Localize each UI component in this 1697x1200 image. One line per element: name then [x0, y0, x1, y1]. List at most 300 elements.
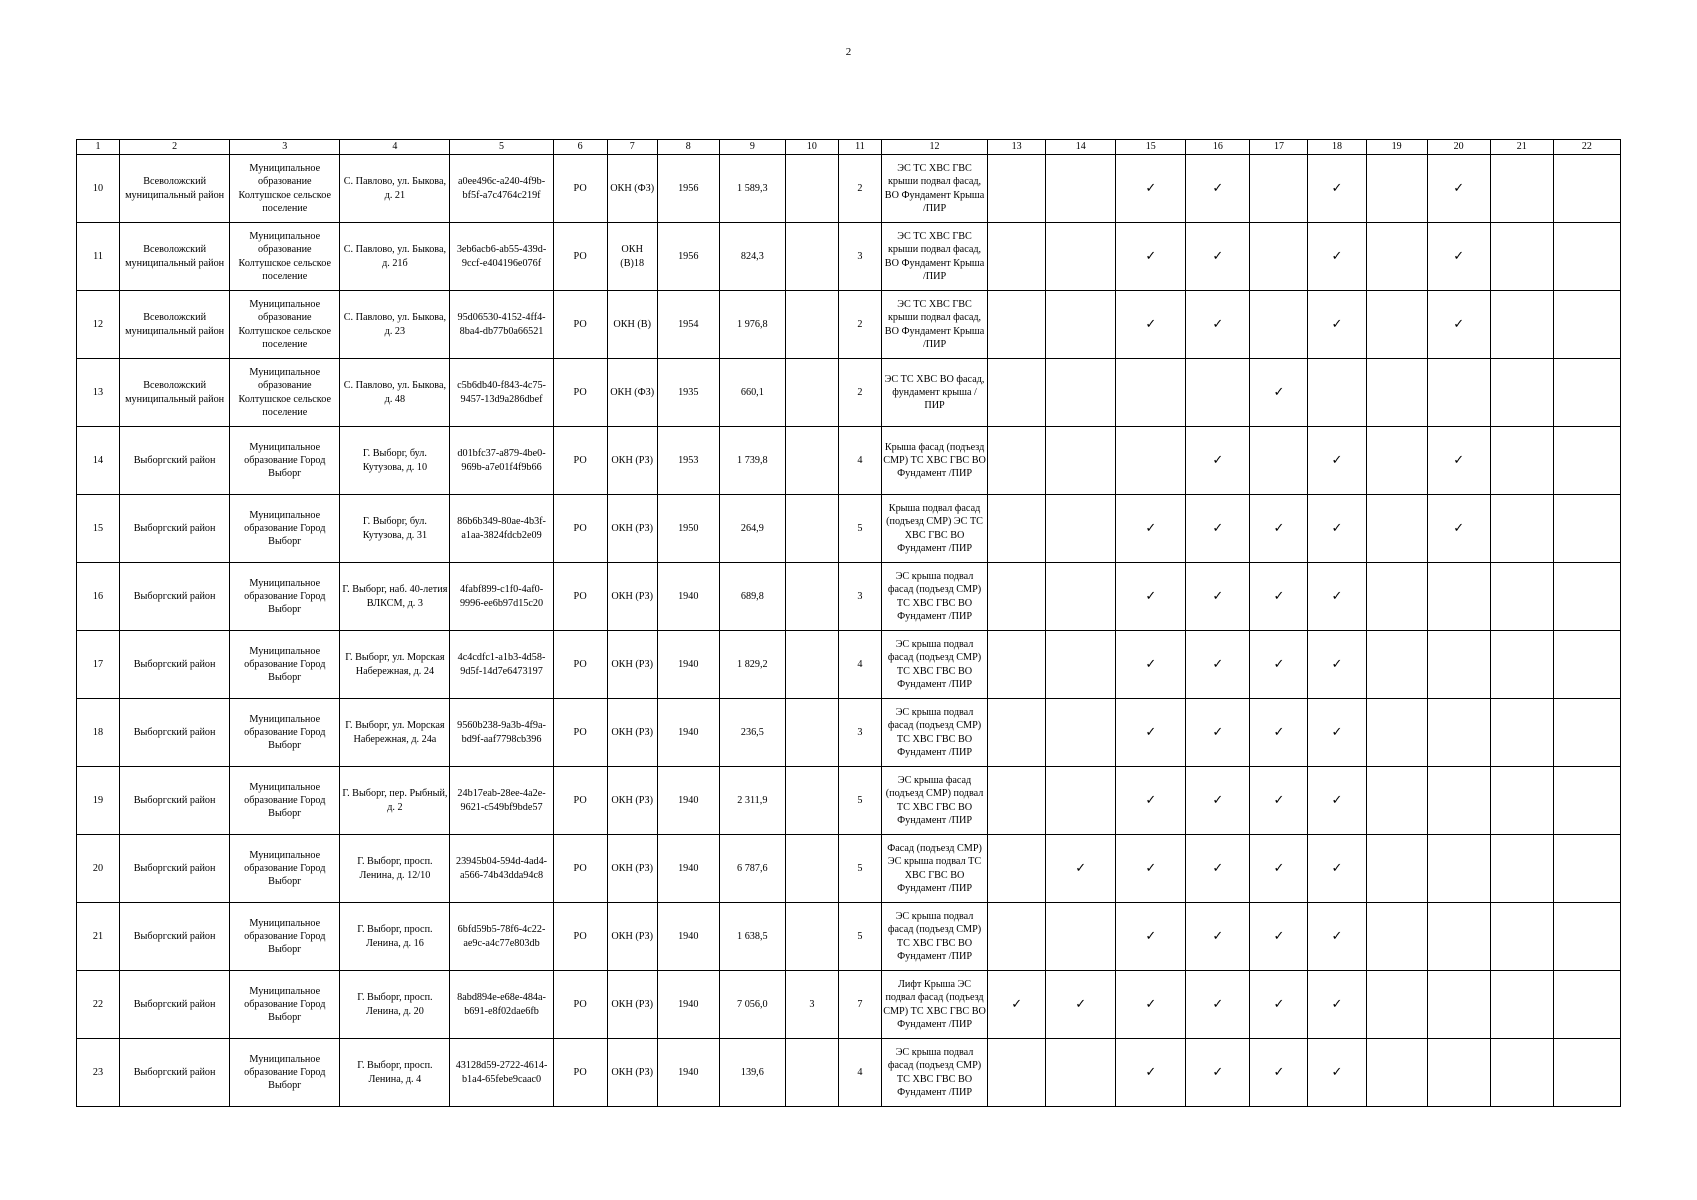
column-number-header: 3 [230, 140, 340, 155]
check-mark-icon: ✓ [1145, 316, 1157, 332]
works-list-cell: ЭС крыша подвал фасад (подъезд СМР) ТС ХВС ГВС ВО Фундамент /ПИР [881, 903, 987, 971]
column-number-header: 2 [120, 140, 230, 155]
column-number-header: 18 [1308, 140, 1366, 155]
area-cell: 689,8 [719, 563, 785, 631]
check-mark-icon: ✓ [1145, 724, 1157, 740]
work-type-cell-16 [1186, 223, 1250, 291]
municipality-cell: Муниципальное образование Город Выборг [230, 427, 340, 495]
table-row [77, 155, 1621, 223]
column-number-header: 15 [1116, 140, 1186, 155]
work-type-cell-22 [1553, 903, 1620, 971]
work-type-cell-18 [1308, 427, 1366, 495]
check-mark-icon: ✓ [1331, 860, 1343, 876]
district-cell: Выборгский район [120, 971, 230, 1039]
work-type-cell-21 [1490, 1039, 1553, 1107]
works-list-cell: Крыша фасад (подъезд СМР) ТС ХВС ГВС ВО Фундамент /ПИР [881, 427, 987, 495]
work-type-cell-19 [1366, 767, 1427, 835]
column-number-header: 16 [1186, 140, 1250, 155]
column-number-header: 22 [1553, 140, 1620, 155]
work-type-cell-14 [1046, 699, 1116, 767]
work-type-cell-16 [1186, 1039, 1250, 1107]
column-11-cell: 2 [838, 291, 881, 359]
check-mark-icon: ✓ [1331, 316, 1343, 332]
row-number-cell: 13 [77, 359, 120, 427]
work-type-cell-13 [988, 1039, 1046, 1107]
district-cell: Всеволожский муниципальный район [120, 223, 230, 291]
check-mark-icon: ✓ [1212, 792, 1224, 808]
work-type-cell-14 [1046, 359, 1116, 427]
address-cell: С. Павлово, ул. Быкова, д. 21 [340, 155, 450, 223]
check-mark-icon: ✓ [1212, 452, 1224, 468]
work-type-cell-16 [1186, 631, 1250, 699]
work-type-cell-22 [1553, 971, 1620, 1039]
work-type-cell-22 [1553, 155, 1620, 223]
work-type-cell-19 [1366, 427, 1427, 495]
build-year-cell: 1940 [657, 971, 719, 1039]
area-cell: 264,9 [719, 495, 785, 563]
build-year-cell: 1940 [657, 563, 719, 631]
column-11-cell: 4 [838, 1039, 881, 1107]
works-list-cell: ЭС ТС ХВС ГВС крыши подвал фасад, ВО Фундамент Крыша /ПИР [881, 223, 987, 291]
column-number-header: 7 [607, 140, 657, 155]
municipality-cell: Муниципальное образование Город Выборг [230, 631, 340, 699]
work-type-cell-22 [1553, 359, 1620, 427]
work-type-cell-13 [988, 291, 1046, 359]
municipality-cell: Муниципальное образование Город Выборг [230, 767, 340, 835]
district-cell: Выборгский район [120, 631, 230, 699]
table-row [77, 767, 1621, 835]
area-cell: 824,3 [719, 223, 785, 291]
work-type-cell-16 [1186, 291, 1250, 359]
work-type-cell-22 [1553, 699, 1620, 767]
row-number-cell: 20 [77, 835, 120, 903]
address-cell: Г. Выборг, ул. Морская Набережная, д. 24 [340, 631, 450, 699]
column-number-header: 21 [1490, 140, 1553, 155]
works-list-cell: ЭС крыша подвал фасад (подъезд СМР) ТС ХВС ГВС ВО Фундамент /ПИР [881, 699, 987, 767]
check-mark-icon: ✓ [1453, 520, 1465, 536]
work-type-cell-21 [1490, 291, 1553, 359]
municipality-cell: Муниципальное образование Колтушское сельское поселение [230, 291, 340, 359]
check-mark-icon: ✓ [1273, 520, 1285, 536]
work-type-cell-19 [1366, 835, 1427, 903]
house-guid-cell: 3eb6acb6-ab55-439d-9ccf-e404196e076f [450, 223, 553, 291]
column-number-header: 6 [553, 140, 607, 155]
municipality-cell: Муниципальное образование Город Выборг [230, 563, 340, 631]
work-type-cell-17 [1250, 1039, 1308, 1107]
area-cell: 1 739,8 [719, 427, 785, 495]
check-mark-icon: ✓ [1273, 724, 1285, 740]
work-type-cell-16 [1186, 359, 1250, 427]
column-11-cell: 2 [838, 155, 881, 223]
table-row [77, 563, 1621, 631]
heritage-status-cell: ОКН (РЗ) [607, 835, 657, 903]
work-type-cell-21 [1490, 563, 1553, 631]
work-type-cell-22 [1553, 835, 1620, 903]
work-type-cell-19 [1366, 971, 1427, 1039]
table-row [77, 699, 1621, 767]
house-guid-cell: 95d06530-4152-4ff4-8ba4-db77b0a66521 [450, 291, 553, 359]
work-type-cell-18 [1308, 631, 1366, 699]
house-guid-cell: d01bfc37-a879-4be0-969b-a7e01f4f9b66 [450, 427, 553, 495]
work-type-cell-22 [1553, 631, 1620, 699]
work-type-cell-19 [1366, 155, 1427, 223]
check-mark-icon: ✓ [1212, 996, 1224, 1012]
work-type-cell-20 [1427, 971, 1490, 1039]
check-mark-icon: ✓ [1331, 248, 1343, 264]
district-cell: Всеволожский муниципальный район [120, 155, 230, 223]
table-row [77, 495, 1621, 563]
check-mark-icon: ✓ [1145, 588, 1157, 604]
work-type-cell-17 [1250, 699, 1308, 767]
district-cell: Выборгский район [120, 1039, 230, 1107]
column-6-cell: РО [553, 631, 607, 699]
check-mark-icon: ✓ [1331, 1064, 1343, 1080]
work-type-cell-14 [1046, 563, 1116, 631]
heritage-status-cell: ОКН (РЗ) [607, 767, 657, 835]
work-type-cell-18 [1308, 223, 1366, 291]
build-year-cell: 1940 [657, 699, 719, 767]
check-mark-icon: ✓ [1145, 248, 1157, 264]
address-cell: Г. Выборг, просп. Ленина, д. 20 [340, 971, 450, 1039]
work-type-cell-22 [1553, 223, 1620, 291]
work-type-cell-19 [1366, 1039, 1427, 1107]
municipality-cell: Муниципальное образование Город Выборг [230, 699, 340, 767]
work-type-cell-14 [1046, 223, 1116, 291]
build-year-cell: 1940 [657, 903, 719, 971]
work-type-cell-16 [1186, 699, 1250, 767]
column-6-cell: РО [553, 971, 607, 1039]
column-11-cell: 2 [838, 359, 881, 427]
table-row [77, 1039, 1621, 1107]
work-type-cell-21 [1490, 427, 1553, 495]
work-type-cell-13 [988, 835, 1046, 903]
work-type-cell-15 [1116, 291, 1186, 359]
work-type-cell-15 [1116, 699, 1186, 767]
work-type-cell-15 [1116, 427, 1186, 495]
column-6-cell: РО [553, 835, 607, 903]
page-number: 2 [845, 46, 852, 58]
row-number-cell: 21 [77, 903, 120, 971]
check-mark-icon: ✓ [1331, 452, 1343, 468]
work-type-cell-20 [1427, 495, 1490, 563]
work-type-cell-20 [1427, 631, 1490, 699]
table-row [77, 835, 1621, 903]
municipality-cell: Муниципальное образование Колтушское сельское поселение [230, 359, 340, 427]
municipality-cell: Муниципальное образование Город Выборг [230, 495, 340, 563]
row-number-cell: 14 [77, 427, 120, 495]
works-list-cell: Фасад (подъезд СМР) ЭС крыша подвал ТС ХВС ГВС ВО Фундамент /ПИР [881, 835, 987, 903]
row-number-cell: 12 [77, 291, 120, 359]
column-11-cell: 7 [838, 971, 881, 1039]
area-cell: 660,1 [719, 359, 785, 427]
work-type-cell-13 [988, 223, 1046, 291]
work-type-cell-14 [1046, 427, 1116, 495]
work-type-cell-20 [1427, 1039, 1490, 1107]
area-cell: 2 311,9 [719, 767, 785, 835]
column-10-cell [785, 631, 838, 699]
column-11-cell: 5 [838, 767, 881, 835]
municipality-cell: Муниципальное образование Город Выборг [230, 835, 340, 903]
work-type-cell-21 [1490, 835, 1553, 903]
work-type-cell-14 [1046, 631, 1116, 699]
build-year-cell: 1956 [657, 155, 719, 223]
works-list-cell: ЭС крыша подвал фасад (подъезд СМР) ТС ХВС ГВС ВО Фундамент /ПИР [881, 563, 987, 631]
check-mark-icon: ✓ [1145, 860, 1157, 876]
column-number-header: 12 [881, 140, 987, 155]
work-type-cell-21 [1490, 971, 1553, 1039]
work-type-cell-17 [1250, 563, 1308, 631]
check-mark-icon: ✓ [1453, 316, 1465, 332]
register-table [76, 139, 1621, 1107]
work-type-cell-17 [1250, 631, 1308, 699]
works-list-cell: ЭС крыша фасад (подъезд СМР) подвал ТС ХВС ГВС ВО Фундамент /ПИР [881, 767, 987, 835]
table-row [77, 291, 1621, 359]
address-cell: Г. Выборг, пер. Рыбный, д. 2 [340, 767, 450, 835]
heritage-status-cell: ОКН (РЗ) [607, 631, 657, 699]
column-11-cell: 3 [838, 223, 881, 291]
work-type-cell-20 [1427, 223, 1490, 291]
work-type-cell-22 [1553, 495, 1620, 563]
heritage-status-cell: ОКН (ФЗ) [607, 359, 657, 427]
work-type-cell-15 [1116, 563, 1186, 631]
work-type-cell-17 [1250, 835, 1308, 903]
row-number-cell: 10 [77, 155, 120, 223]
build-year-cell: 1954 [657, 291, 719, 359]
district-cell: Выборгский район [120, 903, 230, 971]
work-type-cell-14 [1046, 495, 1116, 563]
work-type-cell-13 [988, 155, 1046, 223]
column-number-header: 14 [1046, 140, 1116, 155]
check-mark-icon: ✓ [1453, 248, 1465, 264]
work-type-cell-19 [1366, 495, 1427, 563]
work-type-cell-16 [1186, 427, 1250, 495]
check-mark-icon: ✓ [1331, 996, 1343, 1012]
work-type-cell-22 [1553, 1039, 1620, 1107]
work-type-cell-19 [1366, 359, 1427, 427]
work-type-cell-14 [1046, 1039, 1116, 1107]
work-type-cell-18 [1308, 359, 1366, 427]
house-guid-cell: 4c4cdfc1-a1b3-4d58-9d5f-14d7e6473197 [450, 631, 553, 699]
check-mark-icon: ✓ [1145, 180, 1157, 196]
build-year-cell: 1935 [657, 359, 719, 427]
work-type-cell-21 [1490, 155, 1553, 223]
row-number-cell: 19 [77, 767, 120, 835]
column-10-cell [785, 495, 838, 563]
check-mark-icon: ✓ [1453, 180, 1465, 196]
work-type-cell-22 [1553, 563, 1620, 631]
column-number-row [77, 140, 1621, 155]
work-type-cell-18 [1308, 699, 1366, 767]
house-guid-cell: 4fabf899-c1f0-4af0-9996-ee6b97d15c20 [450, 563, 553, 631]
work-type-cell-19 [1366, 631, 1427, 699]
area-cell: 1 589,3 [719, 155, 785, 223]
heritage-status-cell: ОКН (РЗ) [607, 1039, 657, 1107]
column-6-cell: РО [553, 1039, 607, 1107]
work-type-cell-21 [1490, 699, 1553, 767]
house-guid-cell: 9560b238-9a3b-4f9a-bd9f-aaf7798cb396 [450, 699, 553, 767]
house-guid-cell: 24b17eab-28ee-4a2e-9621-c549bf9bde57 [450, 767, 553, 835]
municipality-cell: Муниципальное образование Город Выборг [230, 903, 340, 971]
work-type-cell-18 [1308, 1039, 1366, 1107]
check-mark-icon: ✓ [1145, 792, 1157, 808]
build-year-cell: 1940 [657, 835, 719, 903]
area-cell: 139,6 [719, 1039, 785, 1107]
work-type-cell-20 [1427, 699, 1490, 767]
work-type-cell-15 [1116, 971, 1186, 1039]
work-type-cell-14 [1046, 971, 1116, 1039]
district-cell: Выборгский район [120, 767, 230, 835]
work-type-cell-17 [1250, 291, 1308, 359]
address-cell: Г. Выборг, бул. Кутузова, д. 10 [340, 427, 450, 495]
heritage-status-cell: ОКН (РЗ) [607, 903, 657, 971]
row-number-cell: 18 [77, 699, 120, 767]
column-10-cell [785, 359, 838, 427]
heritage-status-cell: ОКН (РЗ) [607, 427, 657, 495]
column-10-cell [785, 223, 838, 291]
work-type-cell-15 [1116, 1039, 1186, 1107]
column-number-header: 1 [77, 140, 120, 155]
house-guid-cell: 6bfd59b5-78f6-4c22-ae9c-a4c77e803db [450, 903, 553, 971]
works-list-cell: ЭС крыша подвал фасад (подъезд СМР) ТС ХВС ГВС ВО Фундамент /ПИР [881, 631, 987, 699]
column-10-cell [785, 155, 838, 223]
column-11-cell: 5 [838, 835, 881, 903]
column-6-cell: РО [553, 563, 607, 631]
check-mark-icon: ✓ [1011, 996, 1023, 1012]
work-type-cell-15 [1116, 835, 1186, 903]
work-type-cell-14 [1046, 155, 1116, 223]
check-mark-icon: ✓ [1075, 996, 1087, 1012]
column-number-header: 8 [657, 140, 719, 155]
check-mark-icon: ✓ [1331, 792, 1343, 808]
house-guid-cell: a0ee496c-a240-4f9b-bf5f-a7c4764c219f [450, 155, 553, 223]
table-row [77, 223, 1621, 291]
work-type-cell-15 [1116, 359, 1186, 427]
column-10-cell [785, 903, 838, 971]
check-mark-icon: ✓ [1273, 588, 1285, 604]
check-mark-icon: ✓ [1273, 792, 1285, 808]
check-mark-icon: ✓ [1331, 928, 1343, 944]
work-type-cell-22 [1553, 291, 1620, 359]
works-list-cell: Крыша подвал фасад (подъезд СМР) ЭС ТС ХВС ГВС ВО Фундамент /ПИР [881, 495, 987, 563]
row-number-cell: 15 [77, 495, 120, 563]
work-type-cell-20 [1427, 903, 1490, 971]
address-cell: С. Павлово, ул. Быкова, д. 48 [340, 359, 450, 427]
work-type-cell-13 [988, 495, 1046, 563]
table-body [77, 155, 1621, 1107]
work-type-cell-18 [1308, 971, 1366, 1039]
column-10-cell [785, 427, 838, 495]
district-cell: Всеволожский муниципальный район [120, 291, 230, 359]
column-number-header: 19 [1366, 140, 1427, 155]
row-number-cell: 23 [77, 1039, 120, 1107]
work-type-cell-20 [1427, 291, 1490, 359]
check-mark-icon: ✓ [1453, 452, 1465, 468]
column-10-cell [785, 1039, 838, 1107]
column-11-cell: 3 [838, 699, 881, 767]
address-cell: Г. Выборг, просп. Ленина, д. 16 [340, 903, 450, 971]
column-10-cell [785, 291, 838, 359]
column-number-header: 4 [340, 140, 450, 155]
check-mark-icon: ✓ [1331, 588, 1343, 604]
check-mark-icon: ✓ [1212, 724, 1224, 740]
column-10-cell [785, 699, 838, 767]
address-cell: Г. Выборг, бул. Кутузова, д. 31 [340, 495, 450, 563]
work-type-cell-18 [1308, 495, 1366, 563]
work-type-cell-17 [1250, 971, 1308, 1039]
work-type-cell-18 [1308, 767, 1366, 835]
work-type-cell-19 [1366, 903, 1427, 971]
work-type-cell-13 [988, 903, 1046, 971]
column-6-cell: РО [553, 291, 607, 359]
build-year-cell: 1950 [657, 495, 719, 563]
area-cell: 1 638,5 [719, 903, 785, 971]
address-cell: С. Павлово, ул. Быкова, д. 23 [340, 291, 450, 359]
check-mark-icon: ✓ [1212, 928, 1224, 944]
work-type-cell-17 [1250, 223, 1308, 291]
heritage-status-cell: ОКН (В)18 [607, 223, 657, 291]
check-mark-icon: ✓ [1331, 520, 1343, 536]
work-type-cell-17 [1250, 427, 1308, 495]
column-6-cell: РО [553, 699, 607, 767]
check-mark-icon: ✓ [1212, 316, 1224, 332]
table-row [77, 631, 1621, 699]
work-type-cell-20 [1427, 563, 1490, 631]
house-guid-cell: c5b6db40-f843-4c75-9457-13d9a286dbef [450, 359, 553, 427]
work-type-cell-20 [1427, 835, 1490, 903]
work-type-cell-15 [1116, 903, 1186, 971]
work-type-cell-14 [1046, 291, 1116, 359]
check-mark-icon: ✓ [1273, 928, 1285, 944]
work-type-cell-16 [1186, 495, 1250, 563]
work-type-cell-21 [1490, 767, 1553, 835]
work-type-cell-18 [1308, 155, 1366, 223]
works-list-cell: Лифт Крыша ЭС подвал фасад (подъезд СМР) ТС ХВС ГВС ВО Фундамент /ПИР [881, 971, 987, 1039]
table-row [77, 971, 1621, 1039]
house-guid-cell: 8abd894e-e68e-484a-b691-e8f02dae6fb [450, 971, 553, 1039]
check-mark-icon: ✓ [1145, 996, 1157, 1012]
check-mark-icon: ✓ [1331, 724, 1343, 740]
row-number-cell: 16 [77, 563, 120, 631]
work-type-cell-16 [1186, 971, 1250, 1039]
work-type-cell-16 [1186, 835, 1250, 903]
work-type-cell-19 [1366, 291, 1427, 359]
column-10-cell [785, 563, 838, 631]
column-11-cell: 3 [838, 563, 881, 631]
work-type-cell-19 [1366, 223, 1427, 291]
work-type-cell-21 [1490, 223, 1553, 291]
check-mark-icon: ✓ [1212, 588, 1224, 604]
column-10-cell [785, 767, 838, 835]
work-type-cell-14 [1046, 835, 1116, 903]
area-cell: 6 787,6 [719, 835, 785, 903]
house-guid-cell: 23945b04-594d-4ad4-a566-74b43dda94c8 [450, 835, 553, 903]
check-mark-icon: ✓ [1273, 996, 1285, 1012]
column-11-cell: 5 [838, 495, 881, 563]
heritage-status-cell: ОКН (В) [607, 291, 657, 359]
address-cell: Г. Выборг, просп. Ленина, д. 4 [340, 1039, 450, 1107]
check-mark-icon: ✓ [1212, 180, 1224, 196]
row-number-cell: 22 [77, 971, 120, 1039]
work-type-cell-13 [988, 427, 1046, 495]
column-6-cell: РО [553, 427, 607, 495]
build-year-cell: 1940 [657, 767, 719, 835]
column-6-cell: РО [553, 767, 607, 835]
check-mark-icon: ✓ [1212, 248, 1224, 264]
work-type-cell-20 [1427, 155, 1490, 223]
table-row [77, 427, 1621, 495]
check-mark-icon: ✓ [1331, 180, 1343, 196]
work-type-cell-22 [1553, 427, 1620, 495]
